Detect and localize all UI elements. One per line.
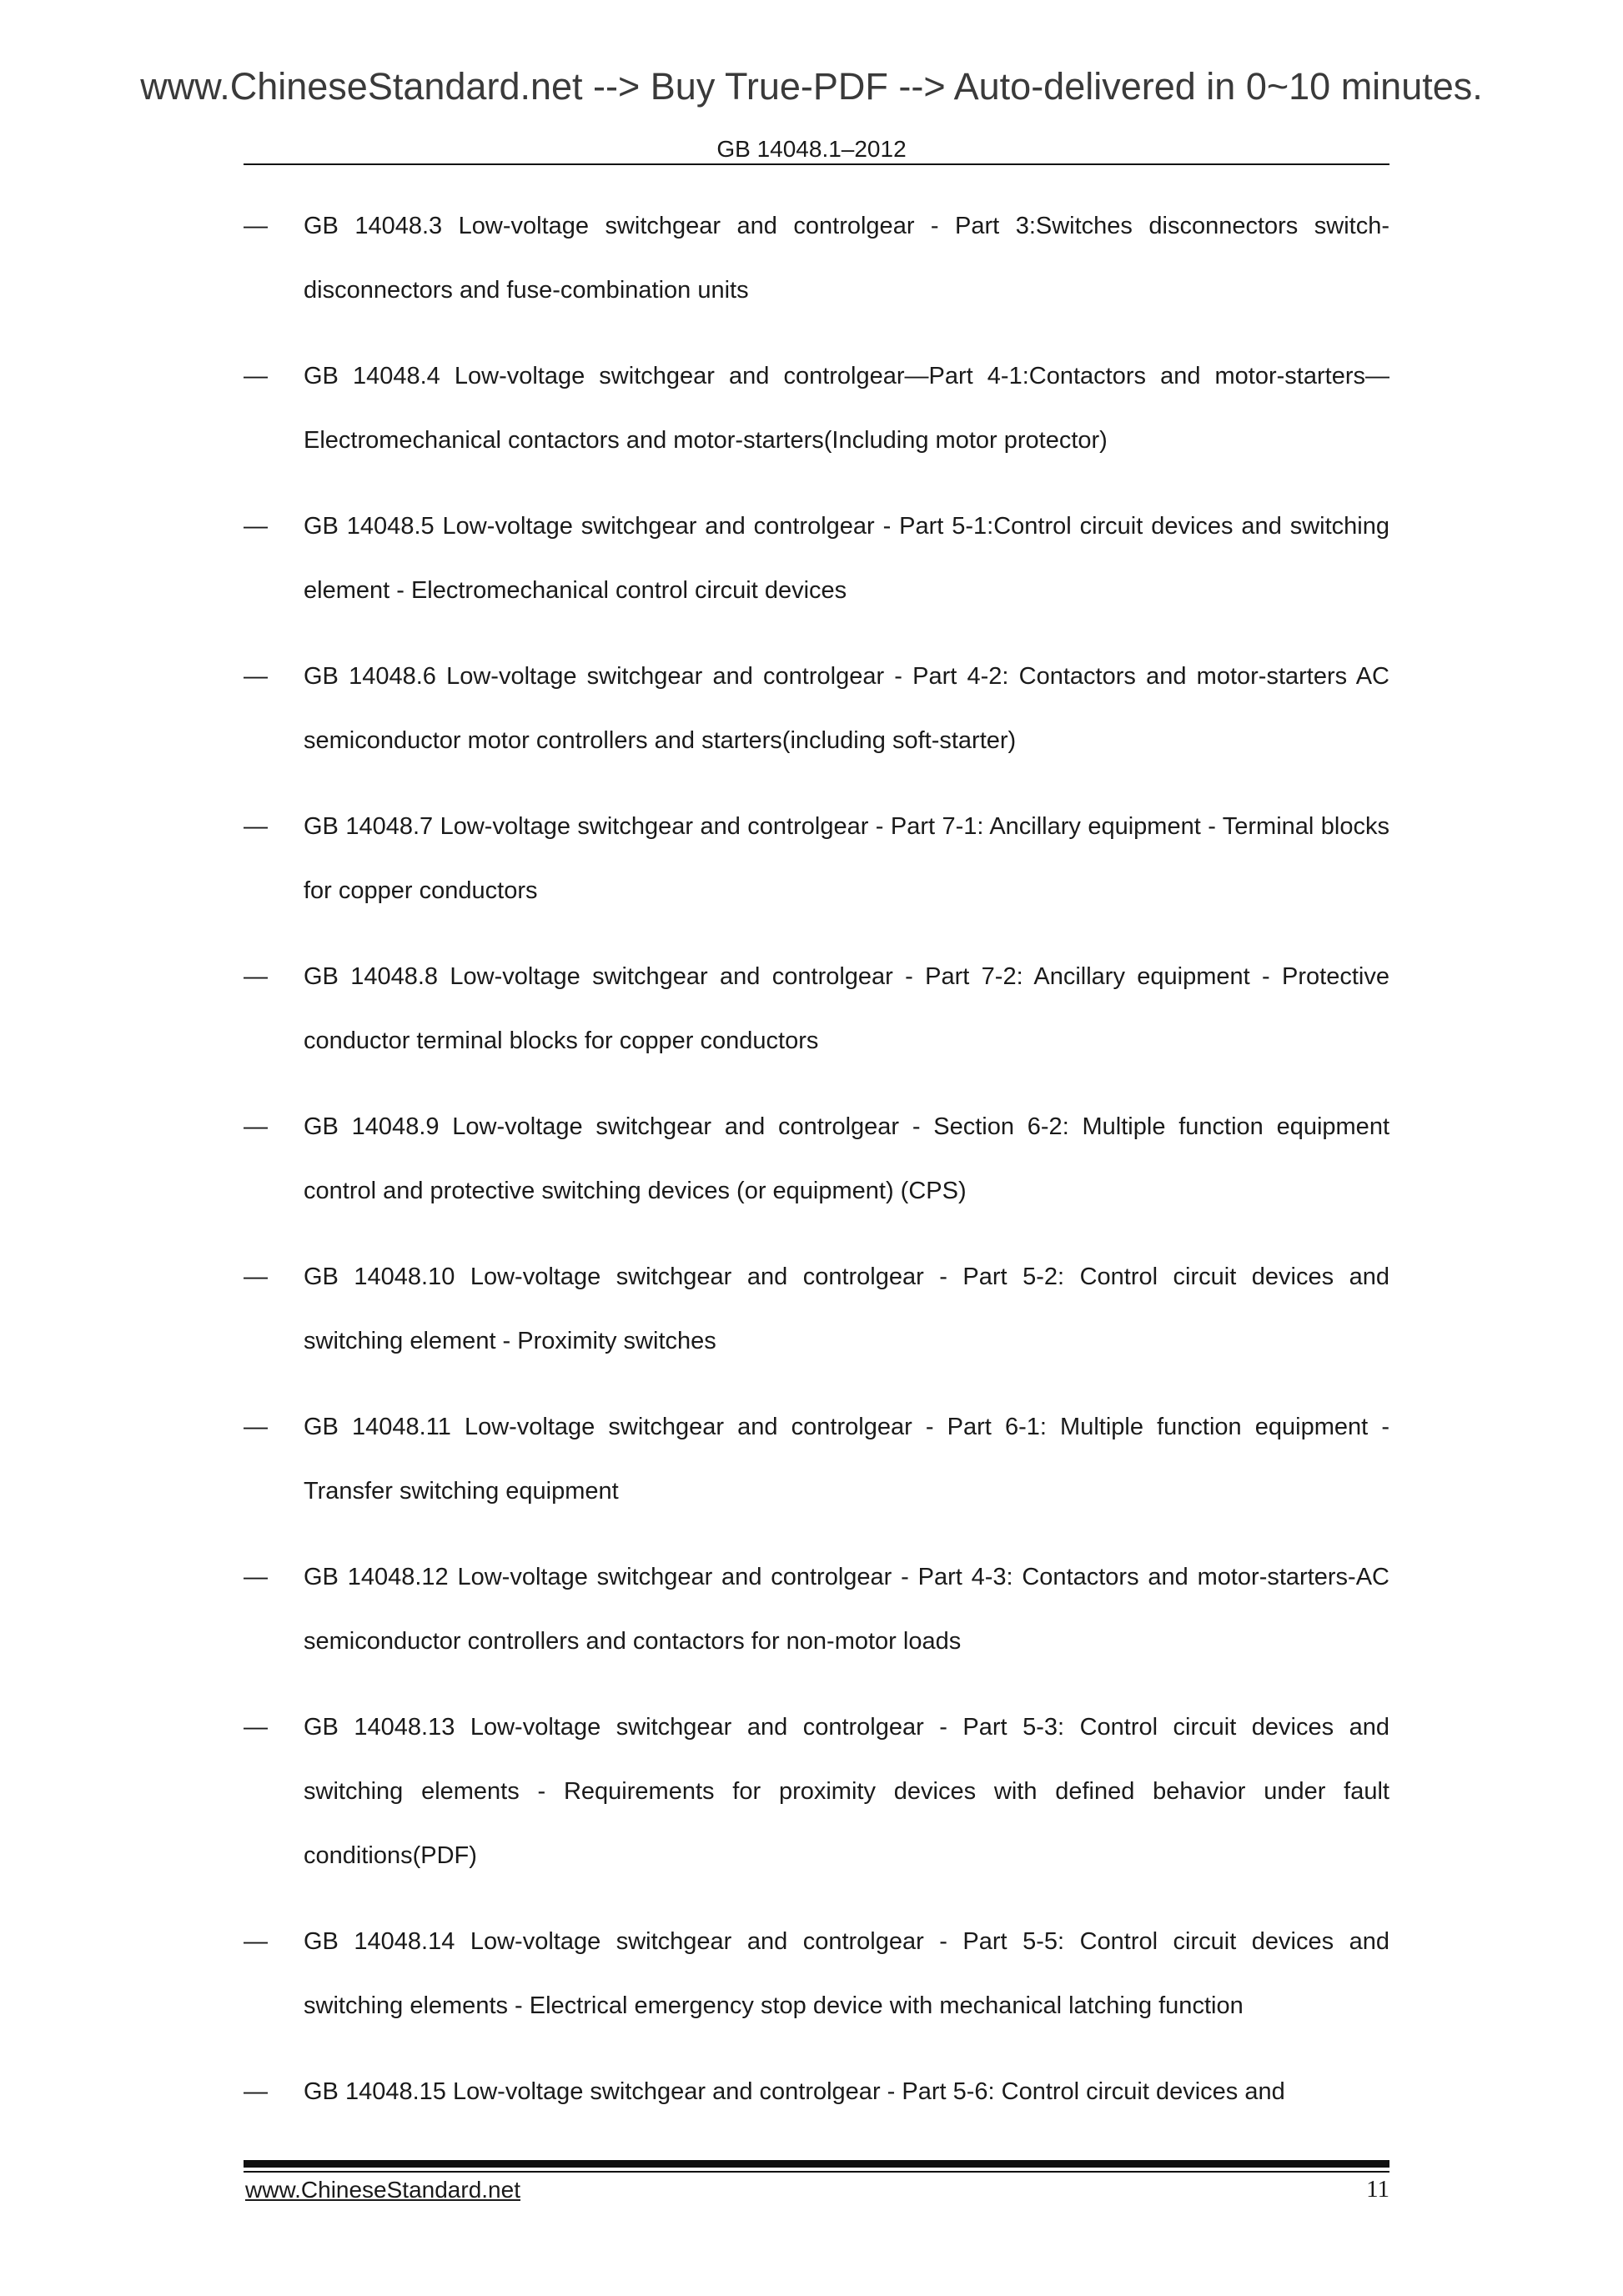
list-item	[244, 945, 1389, 1073]
list-item	[244, 2060, 1389, 2124]
list-item-text: GB 14048.6 Low-voltage switchgear and controlgear - Part 4-2: Contactors and motor-starters AC semiconductor motor controllers and starters(including soft-starter)	[304, 663, 1389, 754]
em-dash-bullet: —	[244, 813, 268, 840]
site-banner: www.ChineseStandard.net --> Buy True-PDF --> Auto-delivered in 0~10 minutes.	[140, 65, 1483, 108]
header-divider	[244, 163, 1389, 165]
list-item-text: GB 14048.10 Low-voltage switchgear and controlgear - Part 5-2: Control circuit devices and switching element - Proximity switches	[304, 1264, 1389, 1354]
em-dash-bullet: —	[244, 2078, 268, 2105]
em-dash-bullet: —	[244, 1564, 268, 1590]
em-dash-bullet: —	[244, 513, 268, 540]
related-standards-list	[244, 194, 1389, 2146]
list-item-text: GB 14048.15 Low-voltage switchgear and controlgear - Part 5-6: Control circuit devices and	[304, 2078, 1285, 2105]
em-dash-bullet: —	[244, 1113, 268, 1140]
list-item	[244, 344, 1389, 473]
list-item	[244, 495, 1389, 623]
list-item	[244, 645, 1389, 773]
em-dash-bullet: —	[244, 1714, 268, 1741]
list-item	[244, 1095, 1389, 1223]
em-dash-bullet: —	[244, 963, 268, 990]
footer-divider-thick	[244, 2160, 1389, 2168]
list-item-text: GB 14048.4 Low-voltage switchgear and controlgear—Part 4-1:Contactors and motor-starters—Electromechanical contactors and motor-starters(Including motor protector)	[304, 363, 1389, 454]
em-dash-bullet: —	[244, 363, 268, 389]
list-item-text: GB 14048.5 Low-voltage switchgear and controlgear - Part 5-1:Control circuit devices and switching element - Electromechanical control circuit devices	[304, 513, 1389, 604]
list-item	[244, 1395, 1389, 1524]
list-item-text: GB 14048.3 Low-voltage switchgear and controlgear - Part 3:Switches disconnectors switch-disconnectors and fuse-combination units	[304, 213, 1389, 304]
em-dash-bullet: —	[244, 213, 268, 239]
list-item	[244, 1910, 1389, 2038]
em-dash-bullet: —	[244, 663, 268, 690]
list-item	[244, 194, 1389, 323]
list-item-text: GB 14048.9 Low-voltage switchgear and controlgear - Section 6-2: Multiple function equipment control and protective switching devices (or equipment) (CPS)	[304, 1113, 1389, 1204]
list-item	[244, 795, 1389, 923]
list-item	[244, 1245, 1389, 1374]
footer-divider-thin	[244, 2171, 1389, 2173]
list-item	[244, 1545, 1389, 1674]
em-dash-bullet: —	[244, 1414, 268, 1440]
list-item-text: GB 14048.11 Low-voltage switchgear and controlgear - Part 6-1: Multiple function equipment - Transfer switching equipment	[304, 1414, 1389, 1505]
standard-code: GB 14048.1–2012	[716, 136, 907, 162]
list-item	[244, 1696, 1389, 1888]
page-number: 11	[1366, 2176, 1389, 2203]
list-item-text: GB 14048.13 Low-voltage switchgear and controlgear - Part 5-3: Control circuit devices and switching elements - Requirements for proximity devices with defined behavior under fault conditions(PDF)	[304, 1714, 1389, 1869]
list-item-text: GB 14048.7 Low-voltage switchgear and controlgear - Part 7-1: Ancillary equipment - Terminal blocks for copper conductors	[304, 813, 1389, 904]
list-item-text: GB 14048.12 Low-voltage switchgear and controlgear - Part 4-3: Contactors and motor-starters-AC semiconductor controllers and contactors for non-motor loads	[304, 1564, 1389, 1655]
list-item-text: GB 14048.8 Low-voltage switchgear and controlgear - Part 7-2: Ancillary equipment - Protective conductor terminal blocks for copper conductors	[304, 963, 1389, 1054]
list-item-text: GB 14048.14 Low-voltage switchgear and controlgear - Part 5-5: Control circuit devices and switching elements - Electrical emergency stop device with mechanical latching function	[304, 1928, 1389, 2019]
em-dash-bullet: —	[244, 1264, 268, 1290]
em-dash-bullet: —	[244, 1928, 268, 1955]
footer-site-link[interactable]: www.ChineseStandard.net	[245, 2177, 520, 2203]
